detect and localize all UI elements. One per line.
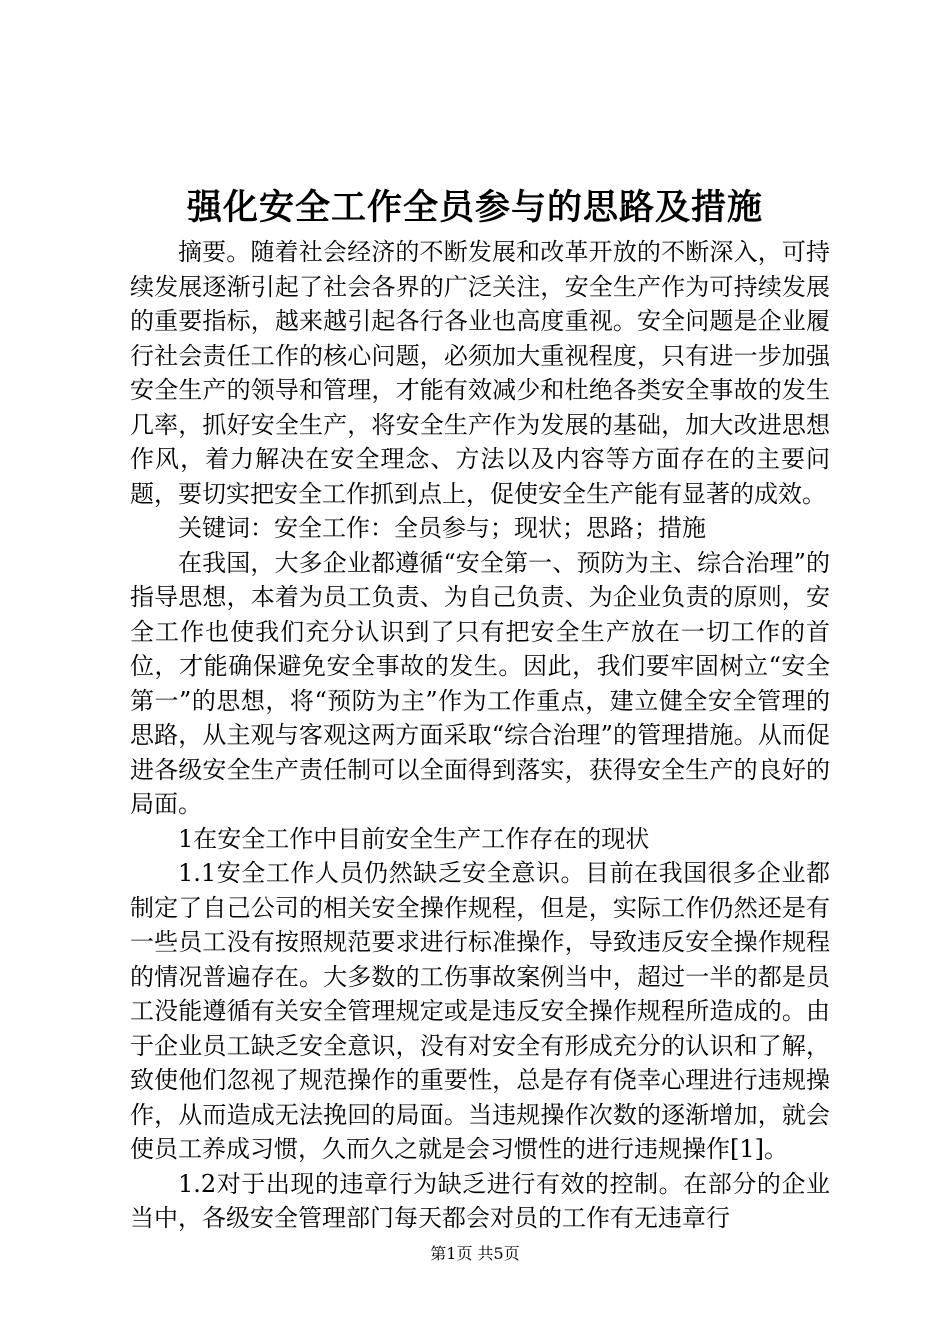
page-footer: 第1页 共5页 bbox=[430, 1244, 520, 1263]
section-1-1-paragraph: 1.1安全工作人员仍然缺乏安全意识。目前在我国很多企业都制定了自己公司的相关安全操作规程，但是，实际工作仍然还是有一些员工没有按照规范要求进行标准操作，导致违反安全操作规程的情况普遍存在。大多数的工伤事故案例当中，超过一半的都是员工没能遵循有关安全管理规定或是违反安全操作规程所造成的。由于企业员工缺乏安全意识，没有对安全有形成充分的认识和了解，致使他们忽视了规范操作的重要性，总是存有侥幸心理进行违规操作，从而造成无法挽回的局面。当违规操作次数的逐渐增加，就会使员工养成习惯，久而久之就是会习惯性的进行违规操作[1]。 bbox=[130, 859, 830, 1163]
abstract-paragraph: 摘要。随着社会经济的不断发展和改革开放的不断深入，可持续发展逐渐引起了社会各界的广泛关注，安全生产作为可持续发展的重要指标，越来越引起各行各业也高度重视。安全问题是企业履行社会责任工作的核心问题，必须加大重视程度，只有进一步加强安全生产的领导和管理，才能有效减少和杜绝各类安全事故的发生几率，抓好安全生产，将安全生产作为发展的基础，加大改进思想作风，着力解决在安全理念、方法以及内容等方面存在的主要问题，要切实把安全工作抓到点上，促使安全生产能有显著的成效。 bbox=[130, 238, 830, 508]
document-body bbox=[130, 235, 830, 1236]
section-heading-1: 1在安全工作中目前安全生产工作存在的现状 bbox=[178, 824, 650, 853]
keywords-paragraph: 关键词：安全工作：全员参与；现状；思路；措施 bbox=[178, 514, 706, 542]
section-1-2-paragraph: 1.2对于出现的违章行为缺乏进行有效的控制。在部分的企业当中，各级安全管理部门每天都会对员的工作有无违章行 bbox=[130, 1169, 830, 1232]
document-title: 强化安全工作全员参与的思路及措施 bbox=[186, 187, 763, 228]
intro-paragraph: 在我国，大多企业都遵循“安全第一、预防为主、综合治理”的指导思想，本着为员工负责、为自己负责、为企业负责的原则，安全工作也使我们充分认识到了只有把安全生产放在一切工作的首位，才能确保避免安全事故的发生。因此，我们要牢固树立“安全第一”的思想，将“预防为主”作为工作重点，建立健全安全管理的思路，从主观与客观这两方面采取“综合治理”的管理措施。从而促进各级安全生产责任制可以全面得到落实，获得安全生产的良好的局面。 bbox=[130, 548, 830, 818]
